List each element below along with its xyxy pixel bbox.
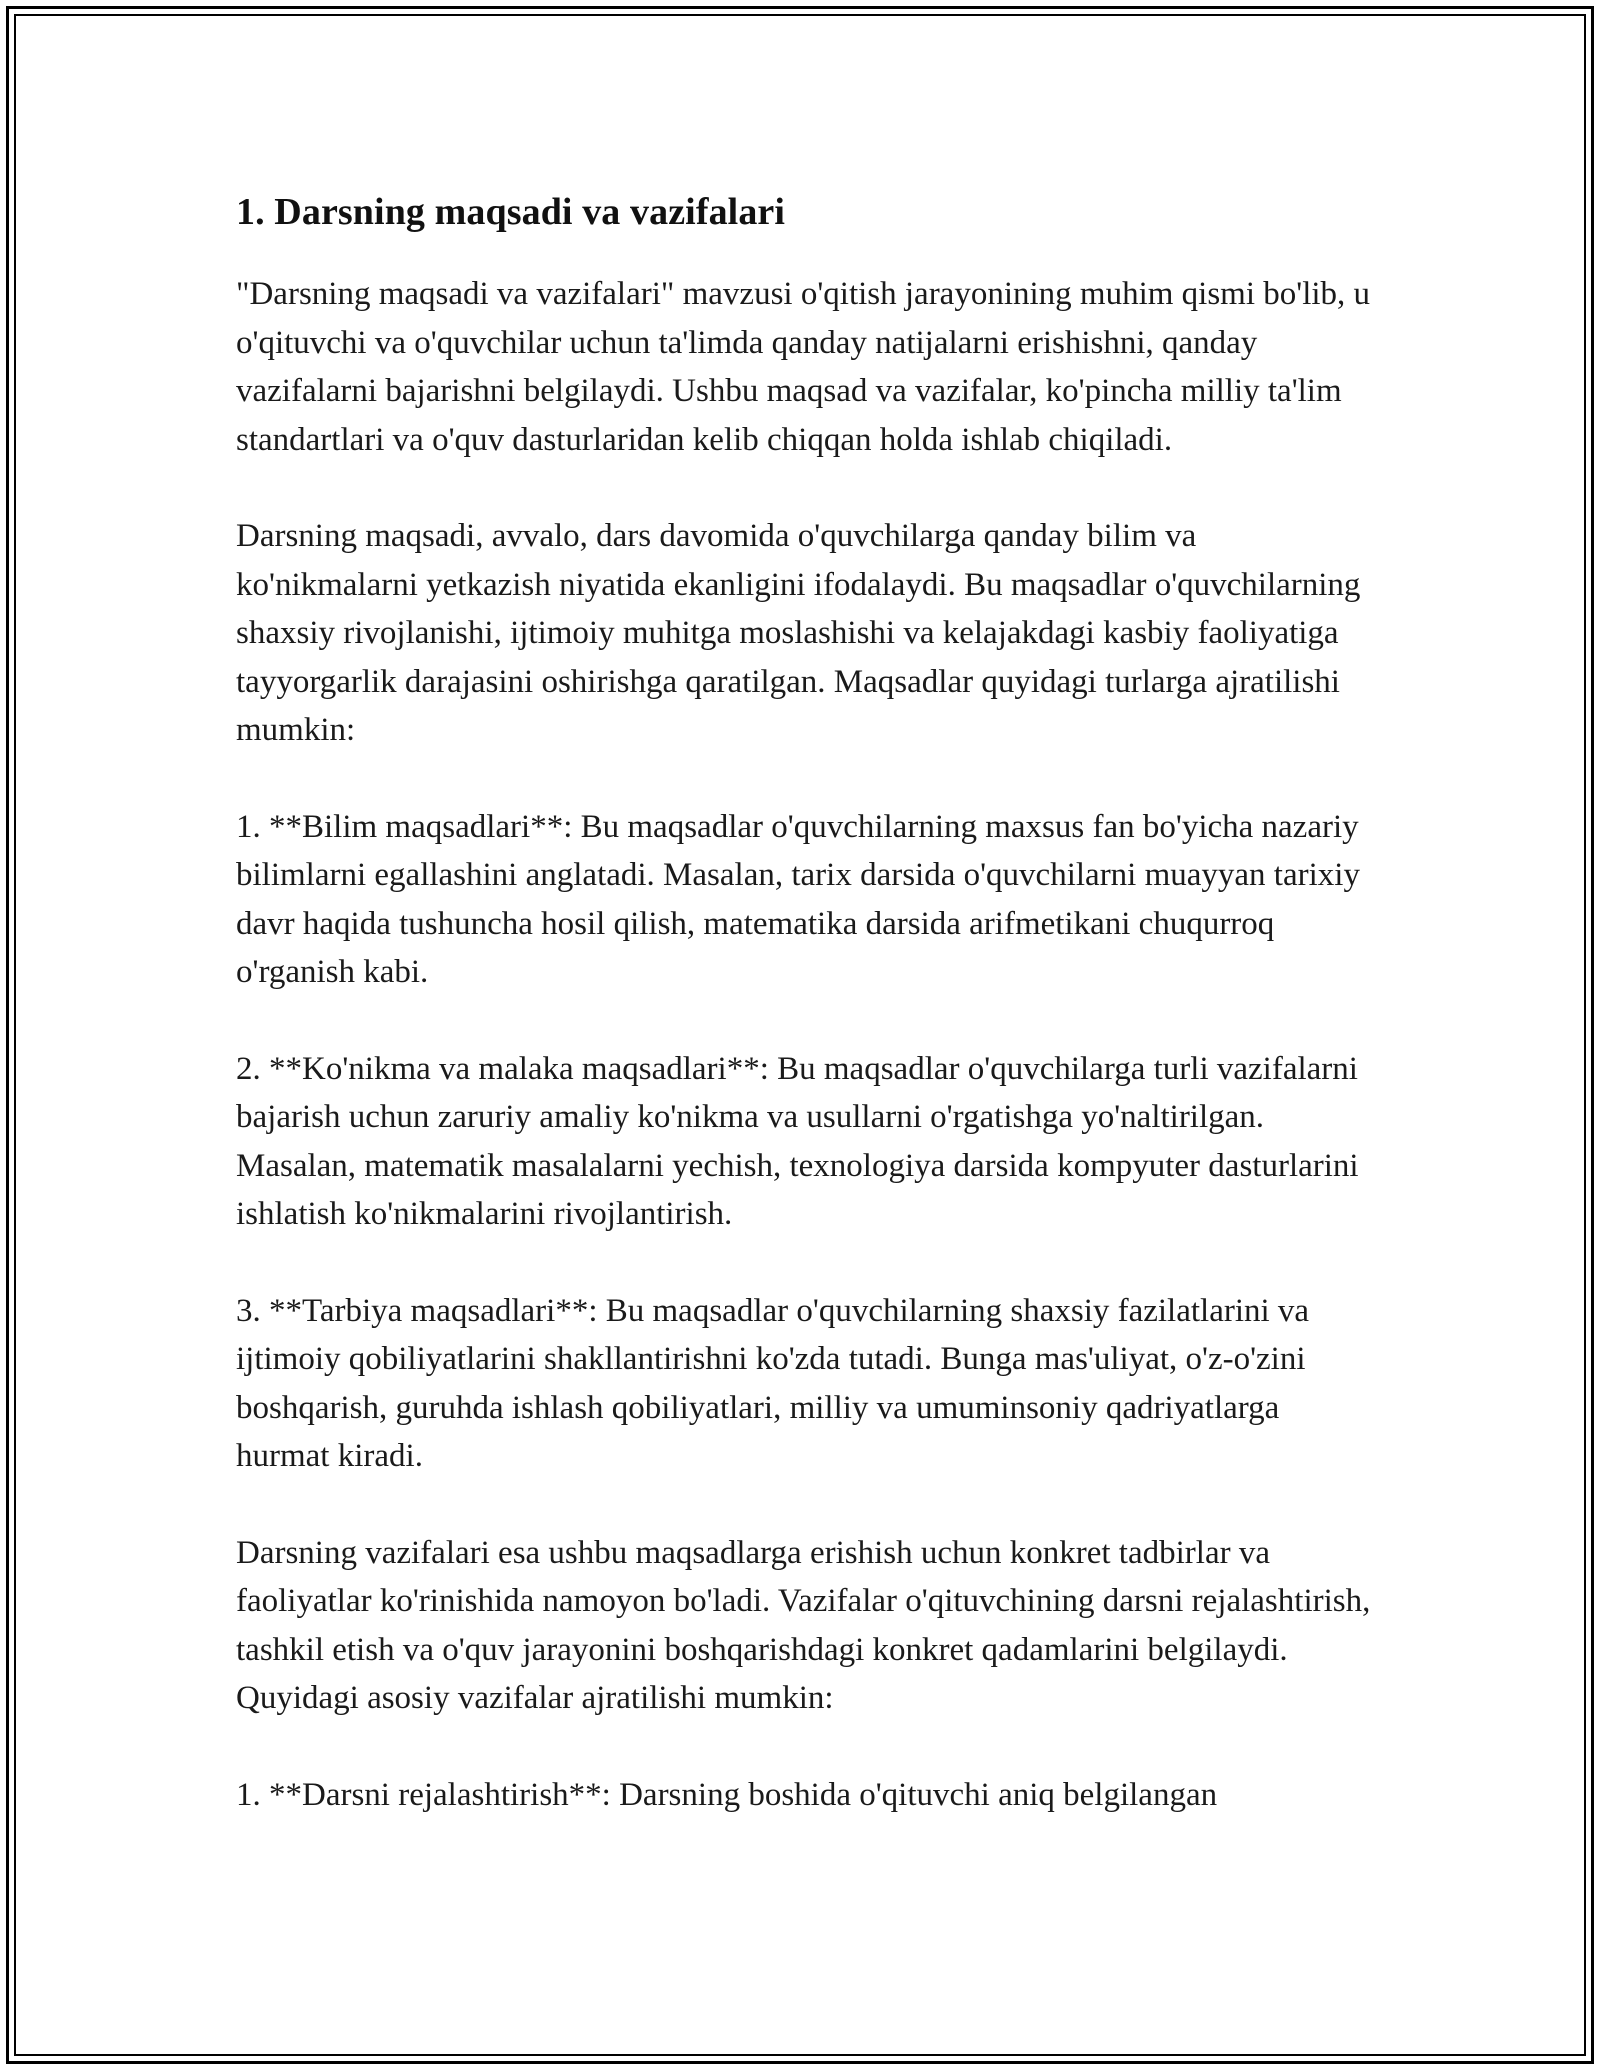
paragraph-knowledge-goals: 1. **Bilim maqsadlari**: Bu maqsadlar o'quvchilarning maxsus fan bo'yicha nazariy bilimlarni egallashini anglatadi. Masalan, tarix darsida o'quvchilarni muayyan tarixiy davr haqida tushuncha hosil qilish, matematika darsida arifmetikani chuqurroq o'rganish kabi. xyxy=(236,808,1360,990)
paragraph-intro: "Darsning maqsadi va vazifalari" mavzusi o'qitish jarayonining muhim qismi bo'lib, u o'qituvchi va o'quvchilar uchun ta'limda qanday natijalarni erishishni, qanday vazifalarni bajarishni belgilaydi. Ushbu maqsad va vazifalar, ko'pincha milliy ta'lim standartlari va o'quv dasturlaridan kelib chiqqan holda ishlab chiqiladi. xyxy=(236,276,1371,458)
paragraph-goal-definition: Darsning maqsadi, avvalo, dars davomida o'quvchilarga qanday bilim va ko'nikmalarni yetkazish niyatida ekanligini ifodalaydi. Bu maqsadlar o'quvchilarning shaxsiy rivojlanishi, ijtimoiy muhitga moslashishi va kelajakdagi kasbiy faoliyatiga tayyorgarlik darajasini oshirishga qaratilgan. Maqsadlar quyidagi turlarga ajratilishi mumkin: xyxy=(236,518,1361,748)
section-heading: 1. Darsning maqsadi va vazifalari xyxy=(236,191,786,233)
paragraph-upbringing-goals: 3. **Tarbiya maqsadlari**: Bu maqsadlar o'quvchilarning shaxsiy fazilatlarini va ijtimoiy qobiliyatlarini shakllantirishni ko'zda tutadi. Bunga mas'uliyat, o'z-o'zini boshqarish, guruhda ishlash qobiliyatlari, milliy va umuminsoniy qadriyatlarga hurmat kiradi. xyxy=(236,1292,1310,1474)
paragraph-tasks-definition: Darsning vazifalari esa ushbu maqsadlarga erishish uchun konkret tadbirlar va faoliyatlar ko'rinishida namoyon bo'ladi. Vazifalar o'qituvchining darsni rejalashtirish, tashkil etish va o'quv jarayonini boshqarishdagi konkret qadamlarini belgilaydi. Quyidagi asosiy vazifalar ajratilishi mumkin: xyxy=(236,1534,1371,1716)
paragraph-lesson-planning: 1. **Darsni rejalashtirish**: Darsning boshida o'qituvchi aniq belgilangan xyxy=(236,1776,1218,1813)
paragraph-skill-goals: 2. **Ko'nikma va malaka maqsadlari**: Bu maqsadlar o'quvchilarga turli vazifalarni bajarish uchun zaruriy amaliy ko'nikma va usullarni o'rgatishga yo'naltirilgan. Masalan, matematik masalalarni yechish, texnologiya darsida kompyuter dasturlarini ishlatish ko'nikmalarini rivojlantirish. xyxy=(236,1050,1359,1232)
document-body xyxy=(236,188,1376,1819)
